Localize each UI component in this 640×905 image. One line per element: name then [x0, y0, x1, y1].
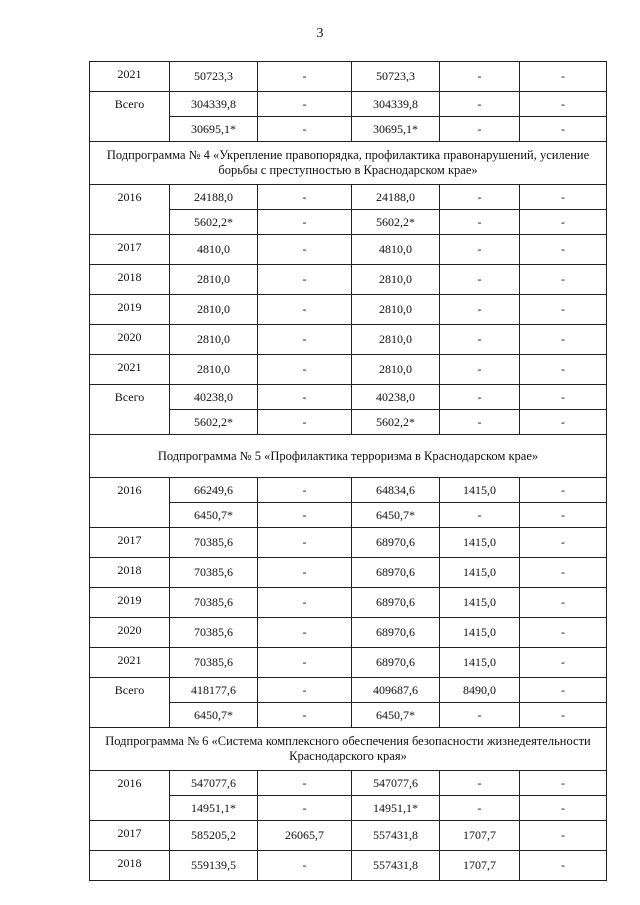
- local-cell: -: [440, 92, 520, 117]
- local-cell: 1415,0: [440, 478, 520, 503]
- other-cell: -: [520, 851, 607, 881]
- local-cell: -: [440, 503, 520, 528]
- page-number: 3: [316, 26, 324, 41]
- table-row: [90, 771, 607, 796]
- year-cell: 2021: [90, 648, 170, 678]
- other-cell: -: [520, 235, 607, 265]
- regional-cell: 64834,6: [352, 478, 440, 503]
- regional-cell: 304339,8: [352, 92, 440, 117]
- funding-table: [89, 61, 607, 881]
- other-cell: -: [520, 410, 607, 435]
- table-row: [90, 295, 607, 325]
- local-cell: -: [440, 325, 520, 355]
- local-cell: 8490,0: [440, 678, 520, 703]
- other-cell: -: [520, 771, 607, 796]
- total-cell: 70385,6: [170, 558, 258, 588]
- federal-cell: -: [258, 385, 352, 410]
- total-cell: 30695,1*: [170, 117, 258, 142]
- local-cell: -: [440, 117, 520, 142]
- year-cell: 2018: [90, 851, 170, 881]
- regional-cell: 2810,0: [352, 295, 440, 325]
- regional-cell: 557431,8: [352, 821, 440, 851]
- federal-cell: 26065,7: [258, 821, 352, 851]
- total-cell: 14951,1*: [170, 796, 258, 821]
- federal-cell: -: [258, 648, 352, 678]
- total-cell: 2810,0: [170, 265, 258, 295]
- year-cell: 2019: [90, 588, 170, 618]
- year-cell: 2017: [90, 528, 170, 558]
- regional-cell: 30695,1*: [352, 117, 440, 142]
- local-cell: 1415,0: [440, 528, 520, 558]
- table-row: [90, 92, 607, 117]
- federal-cell: -: [258, 325, 352, 355]
- regional-cell: 2810,0: [352, 265, 440, 295]
- total-cell: 418177,6: [170, 678, 258, 703]
- local-cell: 1415,0: [440, 648, 520, 678]
- local-cell: 1415,0: [440, 588, 520, 618]
- table-row: [90, 588, 607, 618]
- table-row: [90, 235, 607, 265]
- subprogram-row: [90, 142, 607, 185]
- other-cell: -: [520, 618, 607, 648]
- federal-cell: -: [258, 703, 352, 728]
- local-cell: -: [440, 355, 520, 385]
- other-cell: -: [520, 558, 607, 588]
- other-cell: -: [520, 185, 607, 210]
- total-cell: 70385,6: [170, 528, 258, 558]
- local-cell: -: [440, 62, 520, 92]
- local-cell: -: [440, 210, 520, 235]
- local-cell: 1707,7: [440, 821, 520, 851]
- total-cell: 70385,6: [170, 648, 258, 678]
- table-row: [90, 478, 607, 503]
- local-cell: -: [440, 703, 520, 728]
- other-cell: -: [520, 503, 607, 528]
- federal-cell: -: [258, 588, 352, 618]
- total-cell: 2810,0: [170, 325, 258, 355]
- year-cell: Всего: [90, 385, 170, 435]
- table-row: [90, 265, 607, 295]
- year-cell: Всего: [90, 92, 170, 142]
- local-cell: -: [440, 265, 520, 295]
- local-cell: 1707,7: [440, 851, 520, 881]
- total-cell: 304339,8: [170, 92, 258, 117]
- other-cell: -: [520, 648, 607, 678]
- other-cell: -: [520, 385, 607, 410]
- year-cell: 2021: [90, 355, 170, 385]
- total-cell: 70385,6: [170, 618, 258, 648]
- year-cell: 2018: [90, 265, 170, 295]
- subprogram-row: [90, 728, 607, 771]
- local-cell: -: [440, 235, 520, 265]
- total-cell: 24188,0: [170, 185, 258, 210]
- total-cell: 40238,0: [170, 385, 258, 410]
- federal-cell: -: [258, 618, 352, 648]
- regional-cell: 409687,6: [352, 678, 440, 703]
- other-cell: -: [520, 92, 607, 117]
- total-cell: 50723,3: [170, 62, 258, 92]
- table-row: [90, 185, 607, 210]
- other-cell: -: [520, 62, 607, 92]
- federal-cell: -: [258, 796, 352, 821]
- table-row: [90, 528, 607, 558]
- year-cell: 2016: [90, 478, 170, 528]
- local-cell: -: [440, 295, 520, 325]
- federal-cell: -: [258, 851, 352, 881]
- table-row: [90, 62, 607, 92]
- table-row: [90, 385, 607, 410]
- other-cell: -: [520, 588, 607, 618]
- regional-cell: 6450,7*: [352, 703, 440, 728]
- other-cell: -: [520, 210, 607, 235]
- other-cell: -: [520, 528, 607, 558]
- other-cell: -: [520, 821, 607, 851]
- table-row: [90, 648, 607, 678]
- year-cell: 2020: [90, 618, 170, 648]
- other-cell: -: [520, 355, 607, 385]
- regional-cell: 68970,6: [352, 618, 440, 648]
- local-cell: -: [440, 185, 520, 210]
- regional-cell: 68970,6: [352, 528, 440, 558]
- year-cell: 2017: [90, 235, 170, 265]
- total-cell: 6450,7*: [170, 503, 258, 528]
- table-row: [90, 618, 607, 648]
- local-cell: -: [440, 385, 520, 410]
- local-cell: -: [440, 771, 520, 796]
- federal-cell: -: [258, 771, 352, 796]
- regional-cell: 547077,6: [352, 771, 440, 796]
- federal-cell: -: [258, 265, 352, 295]
- other-cell: -: [520, 703, 607, 728]
- federal-cell: -: [258, 210, 352, 235]
- table-row: [90, 678, 607, 703]
- total-cell: 66249,6: [170, 478, 258, 503]
- local-cell: 1415,0: [440, 558, 520, 588]
- total-cell: 4810,0: [170, 235, 258, 265]
- regional-cell: 557431,8: [352, 851, 440, 881]
- year-cell: 2019: [90, 295, 170, 325]
- regional-cell: 68970,6: [352, 648, 440, 678]
- subprogram-title: Подпрограмма № 5 «Профилактика терроризма в Краснодарском крае»: [90, 435, 607, 478]
- year-cell: 2016: [90, 185, 170, 235]
- federal-cell: -: [258, 62, 352, 92]
- subprogram-title: Подпрограмма № 4 «Укрепление правопорядка, профилактика правонарушений, усиление борьбы с преступностью в Краснодарском крае»: [90, 142, 607, 185]
- total-cell: 5602,2*: [170, 210, 258, 235]
- year-cell: 2020: [90, 325, 170, 355]
- federal-cell: -: [258, 678, 352, 703]
- federal-cell: -: [258, 478, 352, 503]
- federal-cell: -: [258, 528, 352, 558]
- year-cell: 2018: [90, 558, 170, 588]
- regional-cell: 40238,0: [352, 385, 440, 410]
- funding-table-body: [90, 62, 607, 881]
- total-cell: 559139,5: [170, 851, 258, 881]
- other-cell: -: [520, 478, 607, 503]
- regional-cell: 24188,0: [352, 185, 440, 210]
- local-cell: -: [440, 410, 520, 435]
- regional-cell: 68970,6: [352, 588, 440, 618]
- other-cell: -: [520, 265, 607, 295]
- federal-cell: -: [258, 92, 352, 117]
- table-row: [90, 558, 607, 588]
- regional-cell: 68970,6: [352, 558, 440, 588]
- subprogram-title: Подпрограмма № 6 «Система комплексного обеспечения безопасности жизнедеятельности Краснодарского края»: [90, 728, 607, 771]
- regional-cell: 4810,0: [352, 235, 440, 265]
- federal-cell: -: [258, 117, 352, 142]
- regional-cell: 5602,2*: [352, 210, 440, 235]
- federal-cell: -: [258, 235, 352, 265]
- other-cell: -: [520, 117, 607, 142]
- table-row: [90, 821, 607, 851]
- federal-cell: -: [258, 558, 352, 588]
- total-cell: 2810,0: [170, 295, 258, 325]
- total-cell: 2810,0: [170, 355, 258, 385]
- year-cell: 2017: [90, 821, 170, 851]
- total-cell: 6450,7*: [170, 703, 258, 728]
- federal-cell: -: [258, 410, 352, 435]
- other-cell: -: [520, 325, 607, 355]
- table-row: [90, 325, 607, 355]
- total-cell: 70385,6: [170, 588, 258, 618]
- regional-cell: 2810,0: [352, 325, 440, 355]
- total-cell: 585205,2: [170, 821, 258, 851]
- local-cell: 1415,0: [440, 618, 520, 648]
- regional-cell: 5602,2*: [352, 410, 440, 435]
- regional-cell: 14951,1*: [352, 796, 440, 821]
- year-cell: Всего: [90, 678, 170, 728]
- other-cell: -: [520, 295, 607, 325]
- other-cell: -: [520, 796, 607, 821]
- federal-cell: -: [258, 503, 352, 528]
- local-cell: -: [440, 796, 520, 821]
- federal-cell: -: [258, 185, 352, 210]
- year-cell: 2016: [90, 771, 170, 821]
- regional-cell: 6450,7*: [352, 503, 440, 528]
- table-row: [90, 355, 607, 385]
- federal-cell: -: [258, 295, 352, 325]
- total-cell: 547077,6: [170, 771, 258, 796]
- total-cell: 5602,2*: [170, 410, 258, 435]
- table-row: [90, 851, 607, 881]
- regional-cell: 2810,0: [352, 355, 440, 385]
- year-cell: 2021: [90, 62, 170, 92]
- other-cell: -: [520, 678, 607, 703]
- subprogram-row: [90, 435, 607, 478]
- regional-cell: 50723,3: [352, 62, 440, 92]
- federal-cell: -: [258, 355, 352, 385]
